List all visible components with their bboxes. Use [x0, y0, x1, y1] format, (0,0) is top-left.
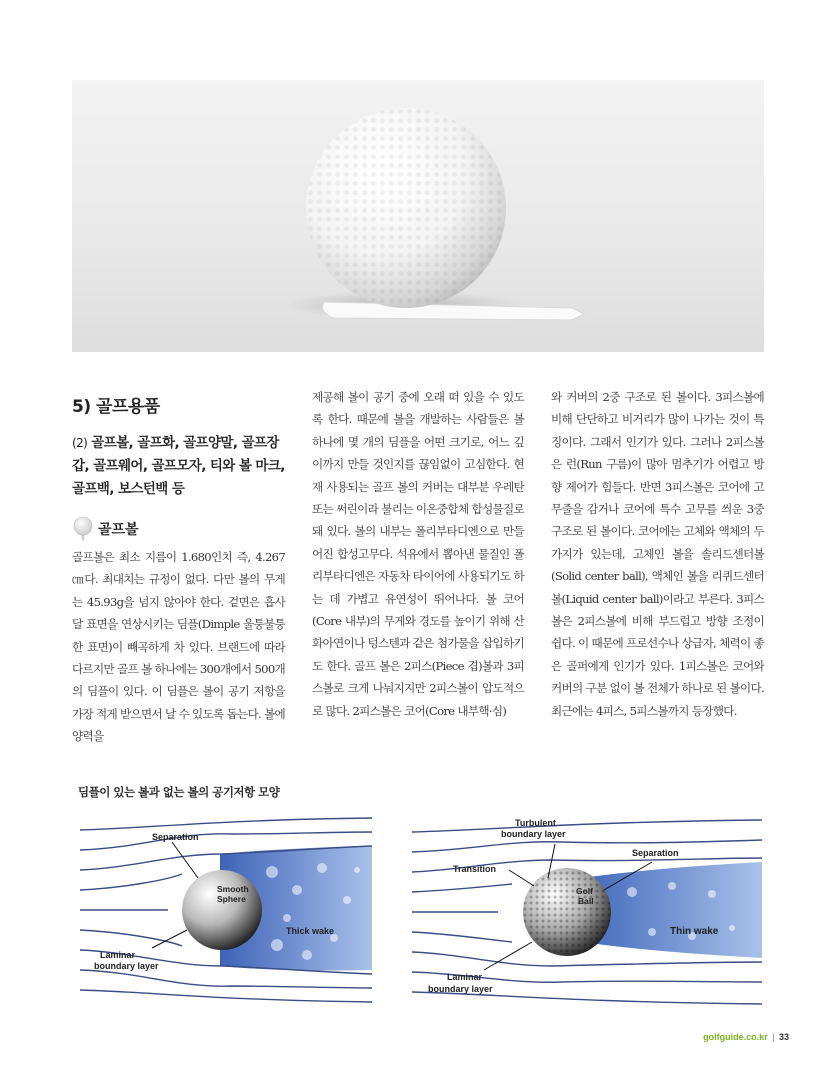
thick-wake-label: Thick wake	[286, 926, 335, 936]
turbulent-label-1: Turbulent	[515, 818, 556, 828]
golf-ball-icon	[72, 516, 94, 542]
item-title: 골프볼	[98, 522, 139, 538]
right-laminar-label-1: Laminar	[447, 972, 483, 982]
footer-site: golfguide.co.kr	[703, 1032, 768, 1042]
right-separation-label: Separation	[632, 848, 679, 858]
footer-separator: |	[772, 1032, 775, 1042]
page-number: 33	[778, 1032, 789, 1042]
body-column-1: 골프볼은 최소 지름이 1.680인치 즉, 4.267㎝다. 최대치는 규정이 없다. 다만 볼의 무게는 45.93g을 넘지 않아야 한다. 겉면은 흡사 달 표면을 연상시키는 딤플(Dimple 울퉁불퉁한 표면)이 빼곡하게 차 있다. 브랜드에 따라 다르지만 골프 볼 하나에는 300개에서 500개의 딤플이 있다. 이 딤플은 볼이 공기 저항을 가장 적게 받으면서 날 수 있도록 돕는다. 볼에 양력을	[72, 550, 285, 744]
left-separation-label: Separation	[152, 832, 199, 842]
airflow-diagram	[72, 810, 764, 1015]
golf-ball-photo	[72, 80, 764, 352]
transition-label: Transition	[453, 864, 497, 874]
golf-ball-label-1: Golf	[576, 886, 593, 896]
page-footer	[703, 1032, 789, 1042]
smooth-ball-panel	[80, 818, 372, 1002]
figure-caption: 딤플이 있는 볼과 없는 볼의 공기저항 모양	[78, 785, 280, 799]
separation-pointer	[172, 842, 198, 878]
right-laminar-label-2: boundary layer	[428, 984, 493, 994]
smooth-sphere	[182, 870, 262, 950]
smooth-sphere-label-1: Smooth	[217, 884, 249, 894]
golf-ball-panel	[412, 818, 762, 1004]
body-column-3: 와 커버의 2중 구조로 된 볼이다. 3피스볼에 비해 단단하고 비거리가 많이 나가는 것이 특징이다. 그래서 인기가 있다. 그러나 2피스볼은 런(Run 구름)이 많아 멈추기가 어렵고 방향 제어가 힘들다. 반면 3피스볼은 코어에 고무줄을 감거나 코어에 특수 고무를 씌운 3중 구조로 된 볼이다. 코어에는 고체와 액체의 두 가지가 있는데, 고체인 볼을 솔리드센터볼(Solid center ball), 액체인 볼을 리퀴드센터볼(Liquid center ball)이라고 부른다. 3피스볼은 2피스볼에 비해 부드럽고 방향 조정이 쉽다. 이 때문에 프로선수나 상급자, 체력이 좋은 골퍼에게 인기가 있다. 1피스볼은 코어와 커버의 구분 없이 볼 전체가 하나로 된 볼이다. 최근에는 4피스, 5피스볼까지 등장했다.	[551, 390, 764, 718]
left-laminar-label-2: boundary layer	[94, 961, 159, 971]
transition-pointer	[509, 870, 534, 886]
thin-wake-label: Thin wake	[670, 926, 719, 937]
subhead-text: 골프볼, 골프화, 골프양말, 골프장갑, 골프웨어, 골프모자, 티와 볼 마크, 골프백, 보스턴백 등	[72, 435, 285, 497]
subhead	[72, 432, 290, 501]
subhead-number: (2)	[72, 436, 88, 450]
golf-ball-label-2: Ball	[578, 896, 594, 906]
right-laminar-pointer	[484, 942, 532, 970]
section-title: 5) 골프용품	[72, 397, 160, 417]
item-heading	[72, 514, 139, 544]
turbulent-label-2: boundary layer	[501, 829, 566, 839]
left-laminar-label-1: Laminar	[100, 950, 136, 960]
smooth-sphere-label-2: Sphere	[217, 894, 246, 904]
body-column-2: 제공해 볼이 공기 중에 오래 떠 있을 수 있도록 한다. 때문에 볼을 개발하는 사람들은 볼 하나에 몇 개의 딤플을 어떤 크기로, 어느 깊이까지 만들 것인지를 끊임없이 고심한다. 현재 사용되는 골프 볼의 커버는 대부분 우레탄 또는 써린이라 불리는 이온중합체 합성물질로 돼 있다. 볼의 내부는 폴리부타디엔으로 만들어진 합성고무다. 석유에서 뽑아낸 물질인 폴리부타디엔은 자동차 타이어에 사용되기도 하는 데 가볍고 유연성이 뛰어나다. 볼 코어(Core 내부)의 무게와 경도를 높이기 위해 산화아연이나 텅스텐과 같은 첨가물을 삽입하기도 한다. 골프 볼은 2피스(Piece 겹)볼과 3피스볼로 크게 나눠지지만 2피스볼이 압도적으로 많다. 2피스볼은 코어(Core 내부핵·심)	[312, 390, 524, 718]
